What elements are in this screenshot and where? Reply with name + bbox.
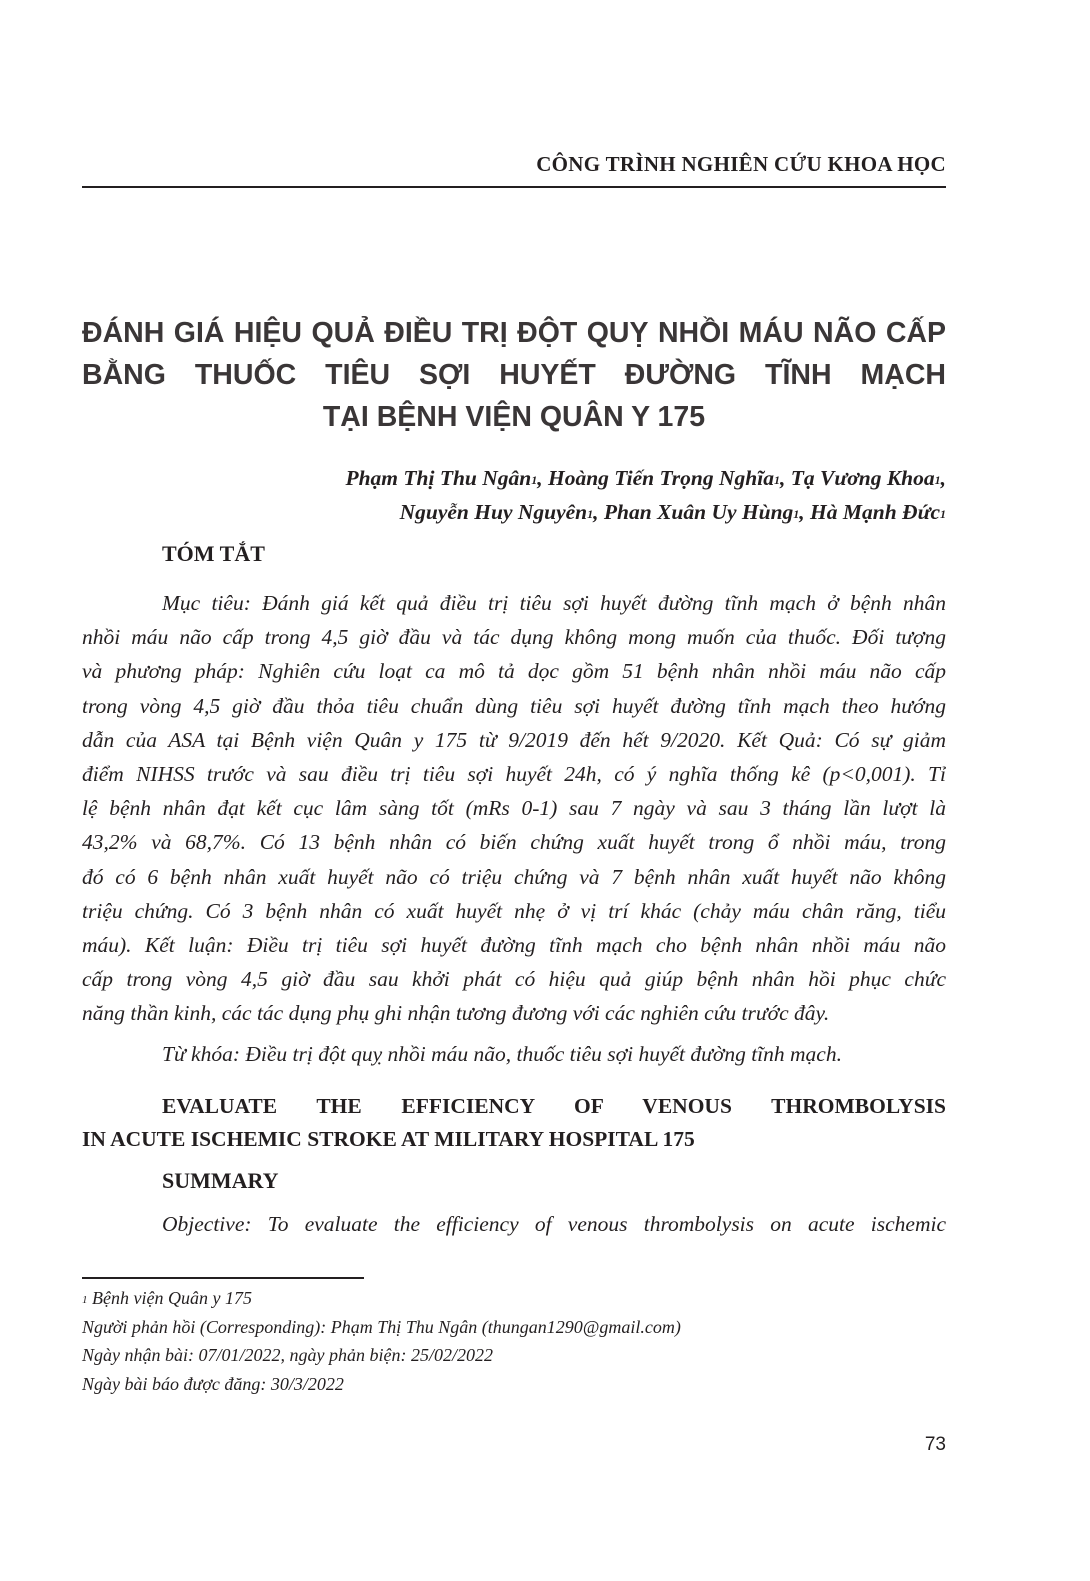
abstract-line: dẫn của ASA tại Bệnh viện Quân y 175 từ 9/2019 đến hết 9/2020. Kết Quả: Có sự giảm (82, 727, 946, 752)
affiliation-mark: 1 (531, 473, 538, 487)
author-name: Hoàng Tiến Trọng Nghĩa (547, 466, 774, 490)
abstract-line: năng thần kinh, các tác dụng phụ ghi nhận tương đương với các nghiên cứu trước đây. (82, 1001, 830, 1026)
page-number: 73 (924, 1434, 946, 1455)
abstract-line: đó có 6 bệnh nhân xuất huyết não có triệu chứng và 7 bệnh nhân xuất huyết não không (82, 864, 946, 889)
abstract-line: Mục tiêu: Đánh giá kết quả điều trị tiêu sợi huyết đường tĩnh mạch ở bệnh nhân (162, 591, 946, 615)
keywords: Từ khóa: Điều trị đột quỵ nhồi máu não, thuốc tiêu sợi huyết đường tĩnh mạch. (162, 1042, 842, 1066)
summary-heading: SUMMARY (162, 1168, 279, 1193)
author-name: Tạ Vương Khoa (790, 466, 935, 490)
article-title (82, 312, 946, 438)
header-rule (82, 186, 946, 188)
affiliation-text: Bệnh viện Quân y 175 (92, 1288, 252, 1308)
title-line: ĐÁNH GIÁ HIỆU QUẢ ĐIỀU TRỊ ĐỘT QUỴ NHỒI MÁU NÃO CẤP (82, 317, 946, 349)
abstract-heading: TÓM TẮT (162, 541, 265, 566)
abstract-line: nhồi máu não cấp trong 4,5 giờ đầu và tác dụng không mong muốn của thuốc. Đối tượng (82, 625, 946, 650)
abstract-line: 43,2% và 68,7%. Có 13 bệnh nhân có biến chứng xuất huyết trong ổ nhồi máu, trong (82, 830, 946, 855)
abstract-line: cấp trong vòng 4,5 giờ đầu sau khởi phát có hiệu quả giúp bệnh nhân hồi phục chức (82, 967, 946, 992)
abstract-body (82, 586, 946, 1031)
running-head: CÔNG TRÌNH NGHIÊN CỨU KHOA HỌC (536, 152, 946, 176)
author-name: Hà Mạnh Đức (810, 500, 940, 524)
affiliation-mark: 1 (793, 507, 800, 521)
affiliation-mark: 1 (82, 1294, 88, 1306)
english-title (82, 1090, 946, 1156)
abstract-line: trong vòng 4,5 giờ đầu thỏa tiêu chuẩn dùng tiêu sợi huyết đường tĩnh mạch theo hướng (82, 693, 946, 718)
author-name: Phan Xuân Uy Hùng (603, 500, 794, 524)
affiliation-mark: 1 (934, 473, 941, 487)
english-title-line: IN ACUTE ISCHEMIC STROKE AT MILITARY HOSPITAL 175 (82, 1127, 695, 1151)
abstract-line: triệu chứng. Có 3 bệnh nhân có xuất huyết nhẹ ở vị trí khác (chảy máu chân răng, tiểu (82, 898, 946, 923)
abstract-line: lệ bệnh nhân đạt kết cục lâm sàng tốt (mRs 0-1) sau 7 ngày và sau 3 tháng lần lượt là (82, 796, 946, 821)
abstract-line: điểm NIHSS trước và sau điều trị tiêu sợi huyết 24h, có ý nghĩa thống kê (p<0,001). Tỉ (82, 762, 946, 787)
author-name: Nguyễn Huy Nguyên (399, 500, 588, 524)
abstract-line: máu). Kết luận: Điều trị tiêu sợi huyết đường tĩnh mạch cho bệnh nhân nhồi máu não (82, 933, 946, 958)
footnote-received: Ngày nhận bài: 07/01/2022, ngày phản biện: 25/02/2022 (82, 1345, 493, 1365)
author-line: Phạm Thị Thu Ngân$^1$, Hoàng Tiến Trọng Nghĩa$^1$, Tạ Vương Khoa$^1$, (345, 466, 946, 490)
affiliation-mark: 1 (773, 473, 780, 487)
footnote-corresponding: Người phản hồi (Corresponding): Phạm Thị Thu Ngân (thungan1290@gmail.com) (82, 1316, 681, 1337)
author-list (82, 461, 946, 529)
author-name: Phạm Thị Thu Ngân (345, 466, 532, 490)
title-line: BẰNG THUỐC TIÊU SỢI HUYẾT ĐƯỜNG TĨNH MẠCH (82, 359, 946, 391)
english-title-line: EVALUATE THE EFFICIENCY OF VENOUS THROMBOLYSIS (162, 1094, 946, 1118)
footnote-affiliation (82, 1284, 681, 1313)
footnotes (82, 1284, 681, 1398)
author-line: Nguyễn Huy Nguyên$^1$, Phan Xuân Uy Hùng$^1$, Hà Mạnh Đức$^1$ (399, 500, 946, 524)
footnote-published: Ngày bài báo được đăng: 30/3/2022 (82, 1373, 344, 1394)
affiliation-mark: 1 (587, 507, 594, 521)
title-line: TẠI BỆNH VIỆN QUÂN Y 175 (322, 401, 706, 433)
footnote-rule (82, 1277, 364, 1279)
affiliation-mark: 1 (940, 507, 946, 521)
abstract-line: và phương pháp: Nghiên cứu loạt ca mô tả dọc gồm 51 bệnh nhân nhồi máu não cấp (82, 659, 946, 684)
summary-objective: Objective: To evaluate the efficiency of venous thrombolysis on acute ischemic (162, 1212, 946, 1236)
